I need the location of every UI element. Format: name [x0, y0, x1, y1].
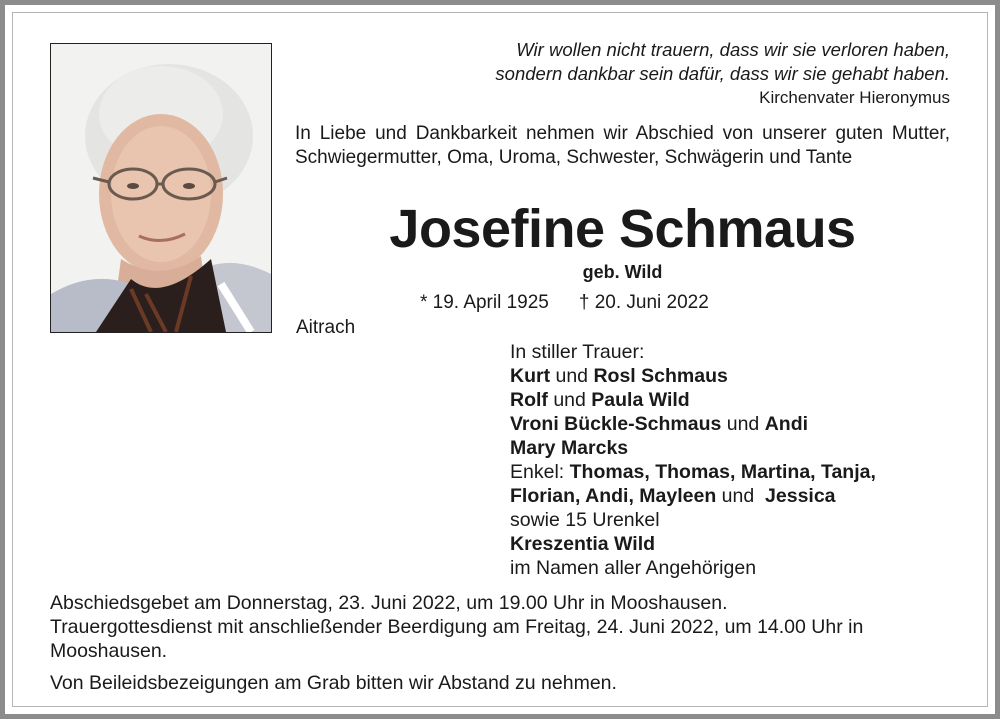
portrait-photo: [50, 43, 272, 333]
mourner-name: Rolf: [510, 389, 548, 411]
condolence-note: Von Beileidsbezeigungen am Grab bitten wir Abstand zu nehmen.: [50, 672, 617, 694]
residence-place: Aitrach: [296, 317, 356, 338]
service-info: [50, 591, 950, 695]
conjunction: und: [721, 413, 765, 435]
mourner-name: Kreszentia Wild: [510, 533, 656, 555]
conjunction: und: [547, 389, 592, 411]
mourners-heading: In stiller Trauer:: [510, 341, 645, 363]
mourner-name: Andi: [764, 413, 809, 435]
mourner-name: Paula Wild: [591, 389, 690, 411]
conjunction: und: [716, 485, 766, 507]
mourner-row: [510, 460, 950, 484]
mourner-row: im Namen aller Angehörigen: [510, 557, 757, 579]
mourner-row: [510, 436, 950, 460]
mourner-name: Vroni Bückle-Schmaus: [510, 413, 722, 435]
mourner-name: Thomas, Thomas, Martina, Tanja,: [569, 461, 876, 483]
death-date: † 20. Juni 2022: [578, 292, 709, 313]
intro-text: In Liebe und Dankbarkeit nehmen wir Abschied von unserer guten Mutter, Schwiegermutter, Oma, Uroma, Schwester, Schwägerin und Tante: [295, 123, 950, 168]
mourner-row: [510, 388, 950, 412]
mourner-row: [510, 364, 950, 388]
grandchildren-label: Enkel:: [510, 461, 570, 483]
quote-block: [390, 38, 950, 110]
quote-line-1: Wir wollen nicht trauern, dass wir sie verloren haben,: [516, 39, 950, 60]
service-line-prayer: Abschiedsgebet am Donnerstag, 23. Juni 2022, um 19.00 Uhr in Mooshausen.: [50, 592, 728, 614]
quote-source: Kirchenvater Hieronymus: [759, 88, 950, 107]
service-line-funeral: Trauergottesdienst mit anschließender Beerdigung am Freitag, 24. Juni 2022, um 14.00 Uhr in Mooshausen.: [50, 616, 864, 662]
mourner-name: Mary Marcks: [510, 437, 629, 459]
mourner-name: Rosl Schmaus: [593, 365, 728, 387]
life-dates: [420, 290, 840, 316]
mourner-name: Kurt: [510, 365, 551, 387]
portrait-image: [51, 44, 271, 332]
mourner-row: [510, 412, 950, 436]
mourner-row: [510, 532, 950, 556]
mourner-row: sowie 15 Urenkel: [510, 509, 660, 531]
birth-date: * 19. April 1925: [420, 292, 549, 313]
mourner-name: Florian, Andi, Mayleen: [510, 485, 717, 507]
conjunction: und: [550, 365, 594, 387]
mourners-list: [510, 340, 950, 580]
mourner-row: [510, 484, 950, 508]
mourner-name: Jessica: [765, 485, 836, 507]
maiden-name: geb. Wild: [582, 262, 663, 282]
deceased-name: Josefine Schmaus: [389, 199, 856, 259]
quote-line-2: sondern dankbar sein dafür, dass wir sie gehabt haben.: [495, 63, 950, 84]
